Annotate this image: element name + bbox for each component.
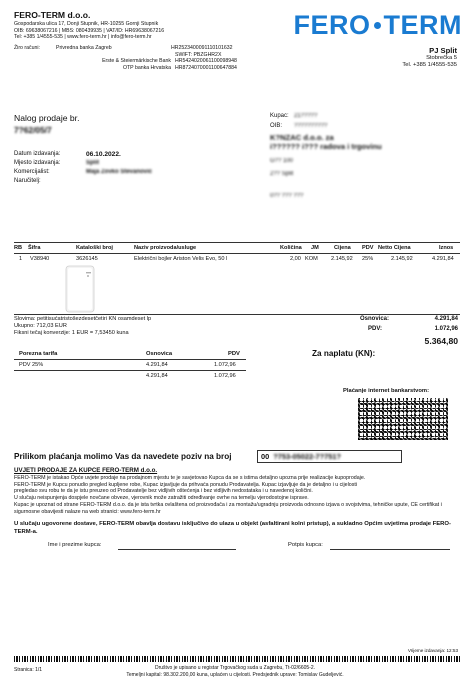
order-number: 7?62/05/7	[14, 125, 52, 135]
osnovica-value: 4.291,84	[434, 316, 458, 322]
cell-jm: KOM	[305, 256, 318, 262]
footer-legal	[0, 665, 470, 678]
cell-netto: 2.145,92	[391, 256, 413, 262]
col-iznos: Iznos	[439, 245, 454, 251]
place-value: Split	[86, 160, 99, 166]
tax-sum-rule	[14, 370, 246, 371]
footer-capital: Temeljni kapital: 98.302.200,00 kuna, uplaćen u cijelosti. Predsjednik uprave: Tomislav Gudeljević.	[126, 671, 344, 678]
company-name: FERO-TERM d.o.o.	[14, 10, 91, 20]
order-title: Nalog prodaje br.	[14, 113, 80, 123]
terms-line: FERO-TERM je Kupcu ponudio pregled kupljene robe, Kupac izjavljuje da prihvaća ponudu Prodavatelja. Kupac izjavljuje da je detaljno i u cijelosti	[14, 481, 358, 488]
bank-accounts	[14, 45, 269, 71]
tax-cell-pdv: 1.072,96	[214, 362, 236, 368]
logo-dot-icon	[374, 22, 381, 29]
footer-registry: Društvo je upisano u registar Trgovačkog suda u Zagrebu, Tt-02/6605-2.	[155, 665, 315, 671]
col-kataloski: Kataloški broj	[76, 245, 113, 251]
qr-label: Plaćanje internet bankarstvom:	[343, 388, 430, 394]
issue-time: Vrijeme izdavanja: 12:53	[407, 648, 458, 653]
company-details	[14, 21, 274, 41]
orderer-label: Naručitelj:	[14, 178, 41, 184]
tax-col-tarifa: Porezna tarifa	[19, 351, 58, 357]
cell-kataloski: 3626145	[76, 256, 98, 262]
table-header-rule	[14, 253, 460, 254]
terms-line: Kupac je upoznat od strane FERO-TERM d.o.o. da je ista tvrtka ovlaštena od proizvođača i za montažu/ugradnju proizvoda odnosno izjava o svojstvima, tehničke upute, CE certifikat i	[14, 501, 442, 508]
customer-block	[270, 113, 460, 200]
pdv-value: 1.072,96	[434, 326, 458, 332]
cell-naziv: Električni bojler Ariston Velis Evo, 50 l	[134, 256, 228, 262]
tax-sum-pdv: 1.072,96	[214, 373, 236, 379]
footer-barcode	[14, 656, 462, 662]
cell-sifra: V38940	[30, 256, 50, 262]
reference-label: Prilikom plaćanja molimo Vas da navedete poziv na broj	[14, 452, 232, 461]
cell-pdv: 25%	[362, 256, 374, 262]
table-bottom-rule	[14, 314, 460, 315]
bank-name: OTP banka Hrvatska	[122, 64, 171, 71]
col-sifra: Šifra	[28, 245, 41, 251]
terms-line: FERO-TERM je istakao Opće uvjete prodaje na prodajnom mjestu te je savjetovao Kupca da se s istima detaljno upozna prije realizacije kupoprodaje.	[14, 475, 366, 481]
amount-in-words: Slovima: petitisućatristošezdesetčetiri KN osamdeset lp	[14, 316, 152, 322]
oib-label: OIB:	[270, 122, 283, 129]
boiler-product-image	[60, 264, 100, 314]
bank-iban: HR8724070001100647884	[175, 64, 237, 71]
branch-street: Stobrečka 5	[426, 55, 457, 61]
order-meta	[14, 151, 254, 187]
tax-cell-tarifa: PDV 25%	[19, 362, 44, 368]
tax-col-osnovica: Osnovica	[146, 351, 173, 357]
date-label: Datum izdavanja:	[14, 151, 61, 157]
customer-street: G?? 100	[270, 157, 294, 164]
total-eur: Ukupno: 712,03 EUR	[14, 322, 67, 329]
col-cijena: Cijena	[334, 245, 351, 251]
logo-text-right: TERM	[383, 9, 462, 40]
sign-signature-line	[330, 549, 450, 550]
oib-value: ??????????	[294, 122, 328, 129]
tax-cell-osnovica: 4.291,84	[146, 362, 168, 368]
reference-prefix: 00	[261, 452, 270, 461]
pdv-label: PDV:	[368, 326, 383, 332]
agent-value: Maja Zovko Stevanović	[86, 169, 153, 175]
cell-iznos: 4.291,84	[432, 256, 454, 262]
reference-value: ?753-05022-7?751?	[273, 452, 342, 461]
table-top-rule	[14, 242, 460, 243]
customer-city: 2?? Split	[270, 171, 294, 178]
branch-name: PJ Split	[429, 46, 457, 55]
agent-label: Komercijalist:	[14, 169, 50, 175]
terms-line: pregledao svu robu te da je istu preuzeo od Prodavatelje bez vidljivih oštećenja i bez vidljivih nedostataka i u navedenoj količini.	[14, 488, 313, 495]
za-naplatu-label: Za naplatu (KN):	[312, 349, 376, 358]
col-jm: JM	[311, 245, 319, 251]
bank-name: Erste & Steiermärkische Bank	[102, 58, 171, 64]
terms-line: sigurnosne obavijesti nalaze na web stranici: www.fero-term.hr	[14, 508, 161, 515]
logo-text-left: FERO	[293, 9, 371, 40]
fero-term-logo	[270, 10, 462, 40]
exchange-rate: Fiksni tečaj konverzije: 1 EUR = 7,53450 kuna	[14, 329, 129, 336]
page-number: Stranica: 1/1	[14, 667, 43, 673]
reference-box	[257, 450, 402, 463]
col-pdv: PDV	[362, 245, 374, 251]
company-contact: Tel: +385 1/4555-535 | www.fero-term.hr | info@fero-term.hr	[14, 34, 152, 40]
delivery-note: U slučaju ugovorene dostave, FERO-TERM obavlja dostavu isključivo do ulaza u objekt (asfaltirani kolni pristup), a sukladno Općim uvjetima prodaje FERO-TERM-a.	[14, 521, 451, 535]
terms-line: U slučaju neispunjenja dospjele novčane obveze, vjerovnik može zatražiti određivanje ovrhe na temelju vjerodostojne isprave.	[14, 495, 309, 502]
bank-iban: HR5424020061100098948	[175, 58, 237, 64]
tax-col-pdv: PDV	[228, 351, 240, 357]
tax-sum-osnovica: 4.291,84	[146, 373, 168, 379]
bank-iban: HR2523400091110101632	[171, 45, 233, 51]
company-ids: OIB: 69638067216 | MBS: 080439935 | VAT/ID: HR69638067216	[14, 27, 165, 34]
totals-info	[14, 316, 254, 337]
customer-phone: 0?? ??? ???	[270, 192, 304, 199]
customer-name-2: i?????? i??? radova i trgovinu	[270, 142, 382, 152]
bank-iban: SWIFT: PBZGHR2X	[175, 51, 222, 58]
col-netto: Netto Cijena	[378, 245, 411, 251]
col-kolicina: Količina	[280, 245, 302, 251]
date-value: 06.10.2022.	[86, 151, 121, 158]
terms-body	[14, 475, 460, 515]
cell-kolicina: 2,00	[290, 256, 301, 262]
branch-info	[402, 46, 457, 69]
col-naziv: Naziv proizvoda/usluge	[134, 245, 197, 251]
name-signature-line	[118, 549, 236, 550]
customer-label: Kupac:	[270, 113, 289, 119]
branch-phone: Tel. +385 1/4555-535	[402, 62, 457, 69]
cell-cijena: 2.145,92	[331, 256, 353, 262]
customer-id: 21?????	[294, 113, 318, 119]
osnovica-label: Osnovica:	[360, 316, 390, 322]
place-label: Mjesto izdavanja:	[14, 160, 61, 166]
name-label: Ime i prezime kupca:	[48, 542, 102, 548]
col-rb: RB	[14, 245, 23, 251]
company-address: Gospodarska ulica 17, Donji Stupnik, HR-10255 Gornji Stupnik	[14, 21, 159, 27]
sign-label: Potpis kupca:	[288, 542, 323, 548]
tax-header-rule	[14, 359, 246, 360]
customer-name: K?NZAC d.o.o. za	[270, 133, 334, 142]
grand-total-value: 5.364,80	[424, 336, 458, 346]
bank-name: Privredna banka Zagreb	[56, 45, 112, 51]
terms-title: UVJETI PRODAJE ZA KUPCE FERO-TERM d.o.o.	[14, 467, 158, 474]
accounts-label: Žiro računi:	[14, 45, 40, 51]
payment-qr-code[interactable]	[358, 398, 448, 440]
cell-rb: 1	[19, 256, 23, 262]
